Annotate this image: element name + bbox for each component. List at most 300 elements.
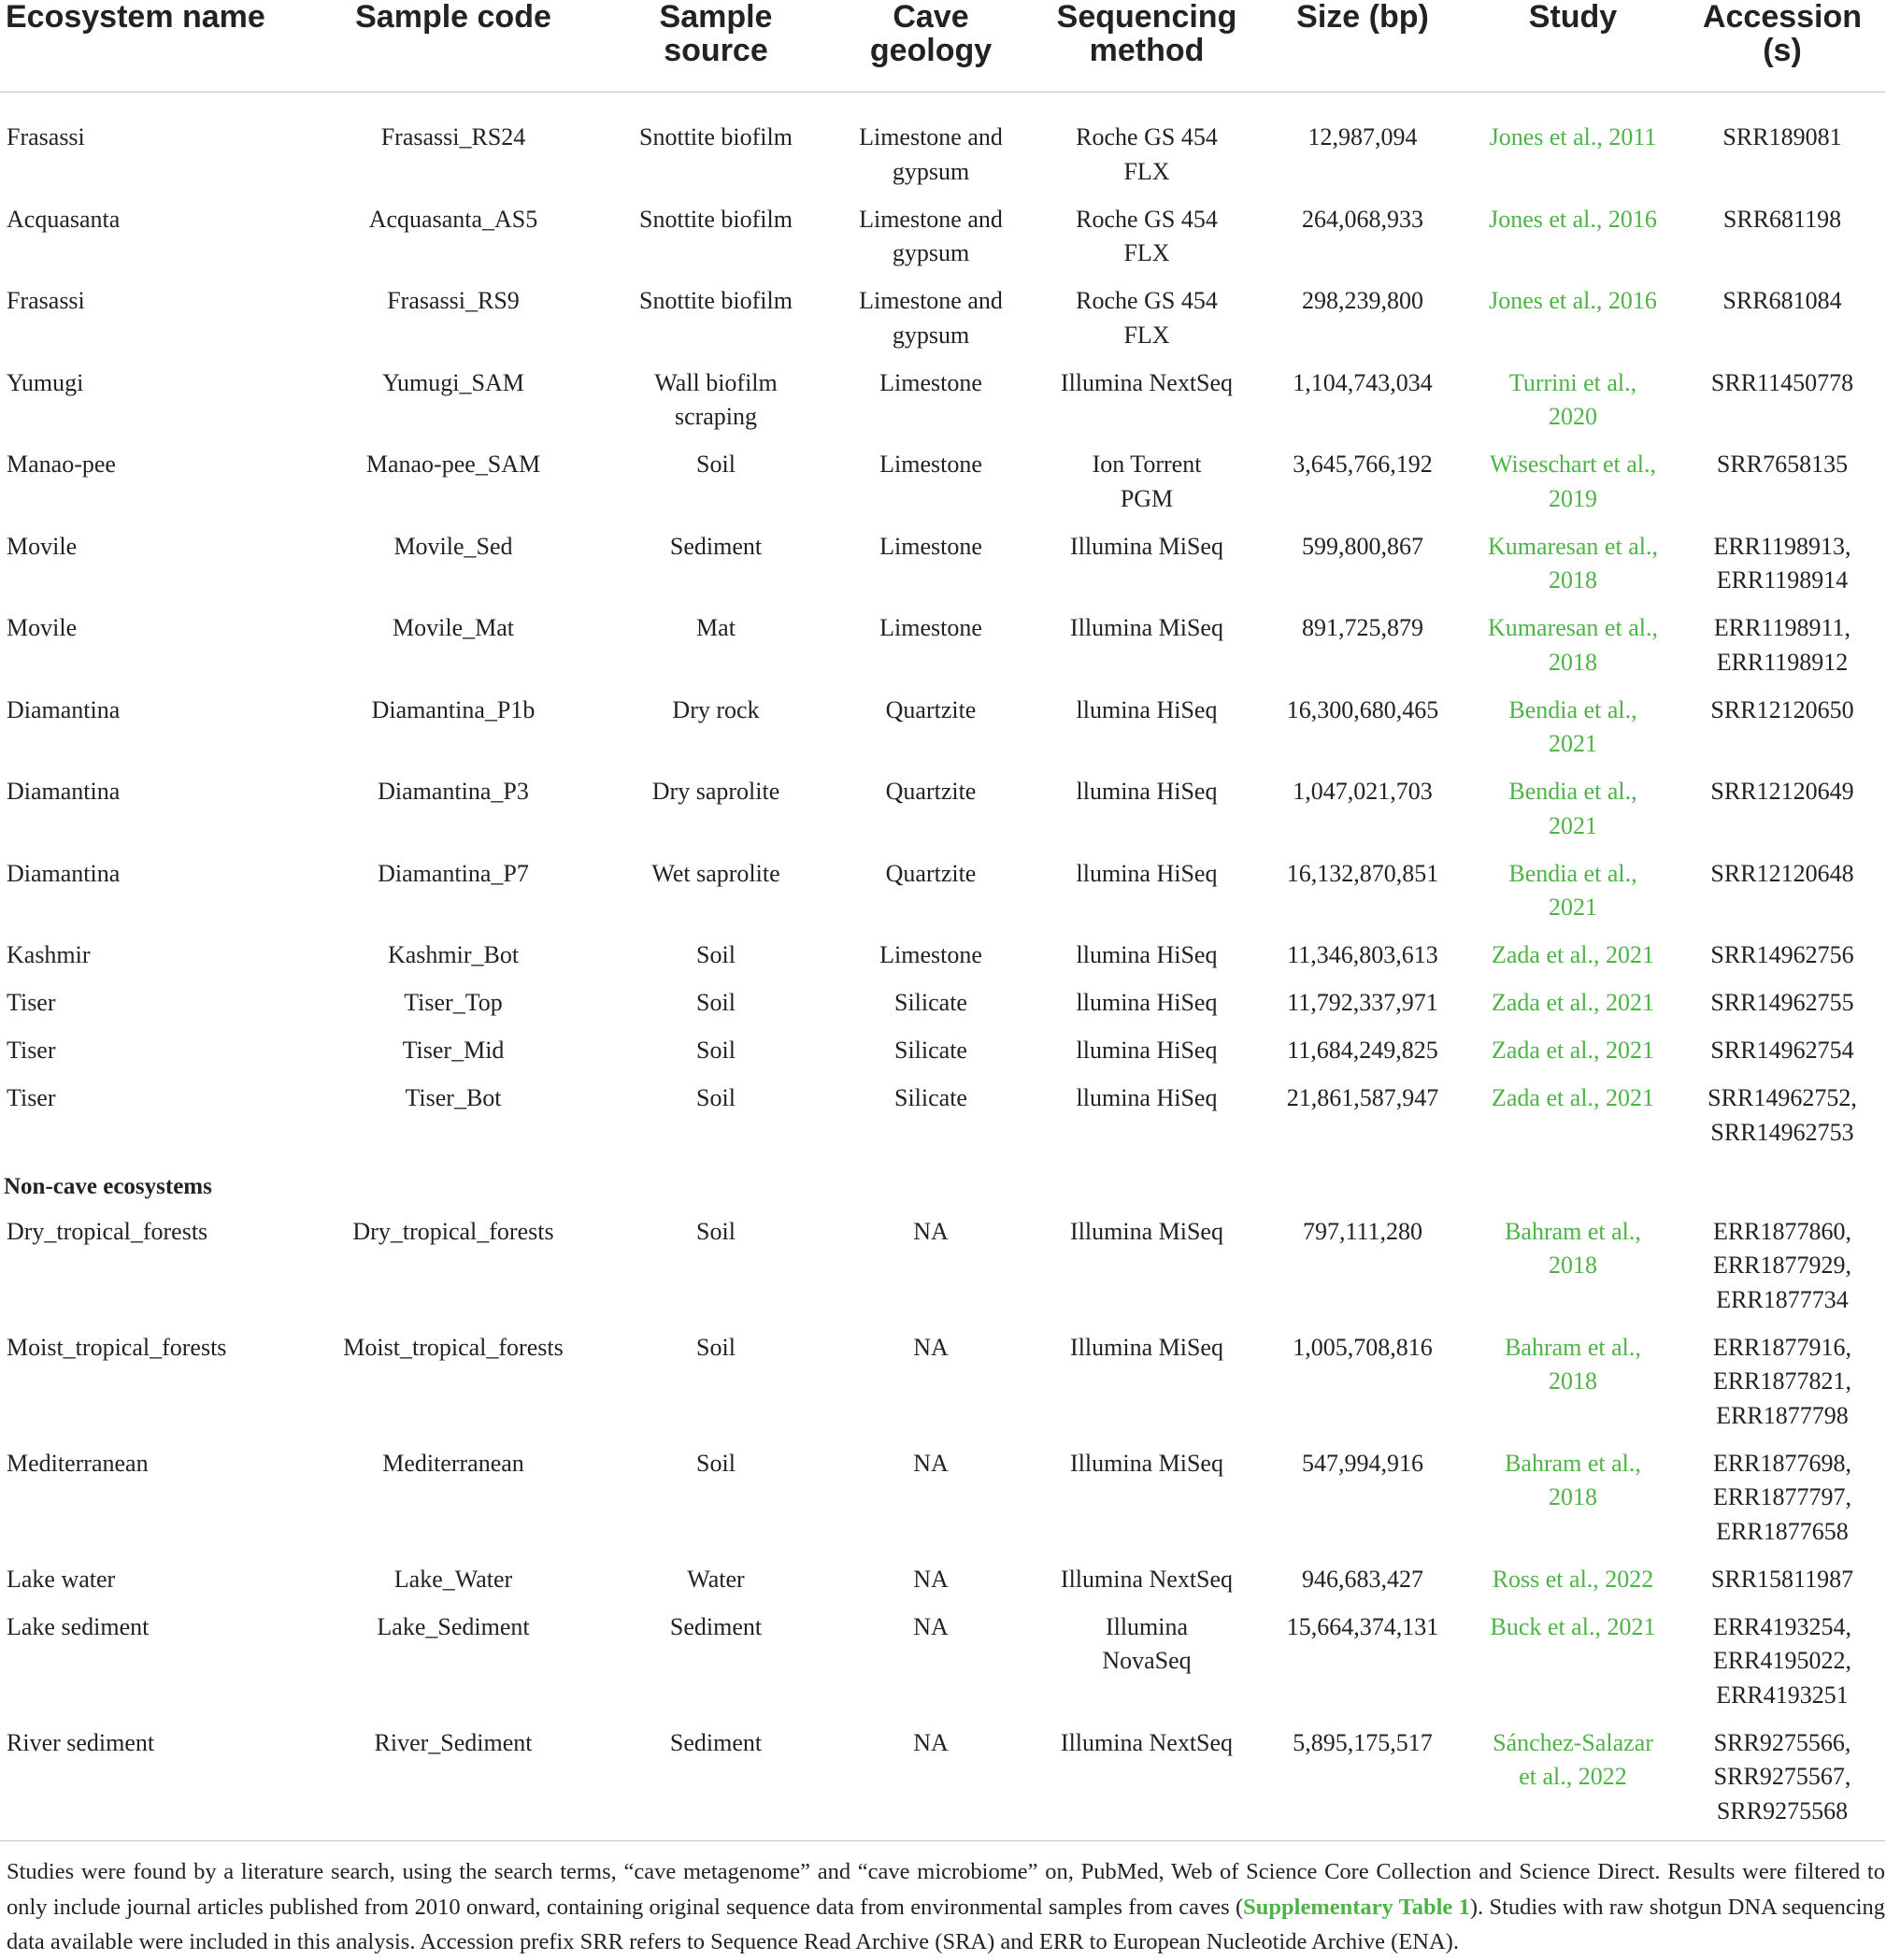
cell-line: Illumina MiSeq xyxy=(1070,614,1223,641)
cell-line: Jones et al., 2016 xyxy=(1489,205,1657,233)
cell-cave-geology xyxy=(826,1610,1036,1726)
cell-line: 1,047,021,703 xyxy=(1293,778,1433,805)
cell-line: et al., 2022 xyxy=(1519,1763,1627,1790)
cell-sample-code xyxy=(301,284,606,366)
cell-size-bp xyxy=(1258,1563,1467,1610)
cell-line: Quartzite xyxy=(885,778,977,805)
cell-sequencing-method xyxy=(1036,366,1258,449)
cell-line: ERR1198912 xyxy=(1716,648,1849,676)
cell-line: Illumina NextSeq xyxy=(1060,1728,1234,1756)
cell-ecosystem-name xyxy=(0,986,301,1034)
cell-study[interactable] xyxy=(1467,1726,1679,1842)
cell-sequencing-method xyxy=(1036,530,1258,612)
cell-line: Wet saprolite xyxy=(651,859,780,887)
cell-line: SRR14962752, xyxy=(1707,1084,1857,1111)
cell-sample-source xyxy=(606,1034,826,1081)
cell-line: 946,683,427 xyxy=(1302,1565,1423,1593)
cell-line: scraping xyxy=(674,403,758,430)
cell-study[interactable] xyxy=(1467,775,1679,857)
cell-line: Illumina xyxy=(1105,1612,1189,1640)
cell-cave-geology xyxy=(826,203,1036,285)
cell-study[interactable] xyxy=(1467,1215,1679,1331)
section-row xyxy=(0,1164,1886,1215)
cell-line: ERR1877797, xyxy=(1712,1483,1852,1510)
cell-ecosystem-name xyxy=(0,530,301,612)
cell-accession xyxy=(1679,448,1886,530)
cell-ecosystem-name xyxy=(0,938,301,986)
cell-line: SRR14962754 xyxy=(1710,1037,1854,1064)
cell-sequencing-method xyxy=(1036,1563,1258,1610)
cell-line: Soil xyxy=(696,1037,736,1064)
cell-line: SRR14962753 xyxy=(1710,1118,1854,1146)
cell-line: Illumina MiSeq xyxy=(1070,1449,1223,1477)
cell-study[interactable] xyxy=(1467,986,1679,1034)
cell-sample-source xyxy=(606,1726,826,1842)
cell-line: 2018 xyxy=(1549,1252,1597,1279)
cell-size-bp xyxy=(1258,366,1467,449)
cell-sample-source xyxy=(606,1610,826,1726)
cell-sequencing-method xyxy=(1036,1726,1258,1842)
cell-accession xyxy=(1679,203,1886,285)
cell-line: Kashmir_Bot xyxy=(387,941,520,968)
cell-line: gypsum xyxy=(892,321,970,349)
cell-line: llumina HiSeq xyxy=(1076,859,1218,887)
cell-sample-source xyxy=(606,694,826,776)
cell-line: 2018 xyxy=(1549,648,1597,676)
cell-line: Kumaresan et al., xyxy=(1488,532,1658,560)
cell-sample-code xyxy=(301,1215,606,1331)
cell-cave-geology xyxy=(826,1331,1036,1447)
cell-line: 12,987,094 xyxy=(1307,123,1418,150)
table-row xyxy=(0,284,1886,366)
cell-line: Roche GS 454 xyxy=(1076,123,1218,150)
cell-accession xyxy=(1679,611,1886,694)
cell-accession xyxy=(1679,1215,1886,1331)
cell-line: ERR1198914 xyxy=(1716,566,1849,594)
cell-sample-code xyxy=(301,1331,606,1447)
cell-sample-code xyxy=(301,203,606,285)
header-study xyxy=(1467,0,1679,93)
cell-ecosystem-name xyxy=(0,121,301,203)
cell-line: SRR9275568 xyxy=(1716,1796,1849,1824)
cell-size-bp xyxy=(1258,775,1467,857)
cell-sample-source xyxy=(606,1331,826,1447)
cell-line: Bahram et al., xyxy=(1505,1449,1641,1477)
cell-sequencing-method xyxy=(1036,448,1258,530)
cell-line: 16,132,870,851 xyxy=(1286,859,1439,887)
cell-accession xyxy=(1679,938,1886,986)
cell-ecosystem-name xyxy=(0,1563,301,1610)
cell-ecosystem-name xyxy=(0,611,301,694)
cell-accession xyxy=(1679,1563,1886,1610)
cell-line: FLX xyxy=(1123,239,1170,266)
table-row xyxy=(0,203,1886,285)
cell-line: Soil xyxy=(696,1084,736,1111)
cell-line: llumina HiSeq xyxy=(1076,941,1218,968)
cell-sequencing-method xyxy=(1036,857,1258,939)
cell-line: 2021 xyxy=(1549,730,1597,757)
cell-line: Tiser xyxy=(7,1037,56,1064)
cell-sample-source xyxy=(606,203,826,285)
cell-cave-geology xyxy=(826,775,1036,857)
cell-sample-code xyxy=(301,1726,606,1842)
cell-line: Limestone and xyxy=(859,123,1003,150)
cell-line: Diamantina xyxy=(7,695,121,723)
cell-line: 2021 xyxy=(1549,811,1597,839)
cell-line: Acquasanta_AS5 xyxy=(368,205,538,233)
cell-size-bp xyxy=(1258,857,1467,939)
cell-line: NA xyxy=(913,1565,949,1593)
cell-line: Bendia et al., xyxy=(1508,778,1637,805)
cell-line: Limestone xyxy=(879,451,982,478)
cell-size-bp xyxy=(1258,694,1467,776)
cell-line: Dry saprolite xyxy=(651,778,780,805)
cell-line: Yumugi xyxy=(7,368,84,396)
cell-line: Snottite biofilm xyxy=(639,287,793,314)
cell-size-bp xyxy=(1258,986,1467,1034)
cell-line: Lake_Sediment xyxy=(377,1612,530,1640)
cell-line: llumina HiSeq xyxy=(1076,695,1218,723)
cell-cave-geology xyxy=(826,1034,1036,1081)
cell-accession xyxy=(1679,366,1886,449)
table-row xyxy=(0,1215,1886,1331)
cell-line: Illumina NextSeq xyxy=(1060,1565,1234,1593)
cell-line: Silicate xyxy=(894,989,967,1016)
cell-study[interactable] xyxy=(1467,1081,1679,1164)
cell-accession xyxy=(1679,121,1886,203)
cell-line: 264,068,933 xyxy=(1302,205,1423,233)
header-line: method xyxy=(1089,33,1205,68)
cell-sample-source xyxy=(606,530,826,612)
cell-line: PGM xyxy=(1120,484,1174,512)
cell-study[interactable] xyxy=(1467,366,1679,449)
cell-line: Illumina NextSeq xyxy=(1060,368,1234,396)
cell-line: SRR12120648 xyxy=(1710,859,1854,887)
cell-line: 2018 xyxy=(1549,1483,1597,1510)
cell-line: gypsum xyxy=(892,239,970,266)
cell-line: Diamantina_P7 xyxy=(378,859,529,887)
cell-line: SRR12120649 xyxy=(1710,778,1854,805)
cell-line: Diamantina_P1b xyxy=(371,695,536,723)
header-line: Accession xyxy=(1702,0,1863,35)
cell-sample-source xyxy=(606,366,826,449)
cell-cave-geology xyxy=(826,1726,1036,1842)
header-line: Size (bp) xyxy=(1296,0,1429,35)
cell-cave-geology xyxy=(826,1215,1036,1331)
cell-sample-source xyxy=(606,121,826,203)
cell-line: 21,861,587,947 xyxy=(1286,1084,1439,1111)
cell-line: SRR189081 xyxy=(1722,123,1842,150)
cell-sample-code xyxy=(301,857,606,939)
cell-accession xyxy=(1679,694,1886,776)
cell-line: Quartzite xyxy=(885,859,977,887)
cell-cave-geology xyxy=(826,448,1036,530)
cell-sample-source xyxy=(606,938,826,986)
cell-sequencing-method xyxy=(1036,986,1258,1034)
supplementary-table-link[interactable]: Supplementary Table 1 xyxy=(1243,1894,1470,1920)
cell-line: Soil xyxy=(696,1333,736,1361)
cell-sample-code xyxy=(301,1034,606,1081)
cell-line: 15,664,374,131 xyxy=(1286,1612,1439,1640)
cell-line: Jones et al., 2011 xyxy=(1489,123,1657,150)
cell-sample-code xyxy=(301,694,606,776)
cell-ecosystem-name xyxy=(0,1447,301,1563)
cell-line: ERR1877798 xyxy=(1716,1401,1849,1429)
cell-cave-geology xyxy=(826,857,1036,939)
cell-line: 3,645,766,192 xyxy=(1293,451,1433,478)
cell-study[interactable] xyxy=(1467,121,1679,203)
table-body xyxy=(0,93,1886,1842)
cell-line: Bahram et al., xyxy=(1505,1217,1641,1245)
cell-line: Frasassi xyxy=(7,123,85,150)
cell-line: Roche GS 454 xyxy=(1076,287,1218,314)
cell-line: Mat xyxy=(696,614,736,641)
cell-study[interactable] xyxy=(1467,694,1679,776)
cell-line: ERR4193251 xyxy=(1716,1681,1849,1709)
cell-sequencing-method xyxy=(1036,1610,1258,1726)
cell-line: Mediterranean xyxy=(382,1449,524,1477)
table-row xyxy=(0,1081,1886,1164)
cell-sample-code xyxy=(301,121,606,203)
cell-ecosystem-name xyxy=(0,366,301,449)
cell-sample-code xyxy=(301,366,606,449)
cell-line: 298,239,800 xyxy=(1302,287,1423,314)
table-row xyxy=(0,694,1886,776)
cell-line: Sediment xyxy=(669,1612,763,1640)
cell-cave-geology xyxy=(826,986,1036,1034)
cell-sequencing-method xyxy=(1036,1215,1258,1331)
cell-size-bp xyxy=(1258,611,1467,694)
cell-sample-source xyxy=(606,448,826,530)
cell-ecosystem-name xyxy=(0,203,301,285)
cell-line: Soil xyxy=(696,451,736,478)
cell-line: Wiseschart et al., xyxy=(1490,451,1656,478)
cell-size-bp xyxy=(1258,448,1467,530)
cell-line: Sediment xyxy=(669,532,763,560)
cell-line: Illumina MiSeq xyxy=(1070,1217,1223,1245)
cell-sequencing-method xyxy=(1036,611,1258,694)
cell-line: SRR681198 xyxy=(1722,205,1842,233)
table-row xyxy=(0,1610,1886,1726)
cell-line: FLX xyxy=(1123,157,1170,185)
cell-line: SRR14962755 xyxy=(1710,989,1854,1016)
cell-ecosystem-name xyxy=(0,694,301,776)
cell-accession xyxy=(1679,775,1886,857)
cell-line: Kumaresan et al., xyxy=(1488,614,1658,641)
cell-accession xyxy=(1679,1331,1886,1447)
cell-line: NovaSeq xyxy=(1102,1647,1192,1674)
cell-line: River sediment xyxy=(7,1728,155,1756)
cell-cave-geology xyxy=(826,1447,1036,1563)
cell-study[interactable] xyxy=(1467,1447,1679,1563)
header-accession xyxy=(1679,0,1886,93)
cell-study[interactable] xyxy=(1467,857,1679,939)
cell-line: Ion Torrent xyxy=(1092,451,1202,478)
cell-study[interactable] xyxy=(1467,203,1679,285)
cell-cave-geology xyxy=(826,284,1036,366)
cell-size-bp xyxy=(1258,284,1467,366)
cell-line: Moist_tropical_forests xyxy=(7,1333,227,1361)
cell-line: SRR15811987 xyxy=(1710,1565,1854,1593)
cell-line: Manao-pee_SAM xyxy=(365,451,541,478)
cell-cave-geology xyxy=(826,530,1036,612)
cell-line: ERR4193254, xyxy=(1712,1612,1852,1640)
cell-cave-geology xyxy=(826,938,1036,986)
cell-line: River_Sediment xyxy=(374,1728,533,1756)
cell-line: Tiser_Top xyxy=(404,989,503,1016)
cell-size-bp xyxy=(1258,203,1467,285)
cell-study[interactable] xyxy=(1467,448,1679,530)
cell-size-bp xyxy=(1258,1034,1467,1081)
cell-line: llumina HiSeq xyxy=(1076,1037,1218,1064)
cell-sample-code xyxy=(301,1081,606,1164)
footnote-text-end: ). Studies with raw shotgun DNA sequencing data available were included in this analysis. Accession prefix SRR refers to Sequence Read Archive (SRA) and ERR to European Nucleotide Archive (ENA). xyxy=(7,1894,1886,1954)
cell-line: ERR1877698, xyxy=(1712,1449,1852,1477)
header-line: Ecosystem name xyxy=(6,0,265,35)
cell-size-bp xyxy=(1258,1081,1467,1164)
cell-line: Soil xyxy=(696,989,736,1016)
cell-line: ERR1877860, xyxy=(1712,1217,1852,1245)
cell-line: 2019 xyxy=(1549,484,1597,512)
table-header xyxy=(0,0,1886,93)
cell-line: gypsum xyxy=(892,157,970,185)
header-cave-geology xyxy=(826,0,1036,93)
cell-sample-source xyxy=(606,1563,826,1610)
cell-line: 2021 xyxy=(1549,894,1597,921)
cell-line: Lake_Water xyxy=(393,1565,513,1593)
header-line: Sample xyxy=(659,0,773,35)
cell-line: Quartzite xyxy=(885,695,977,723)
cell-line: Dry_tropical_forests xyxy=(352,1217,554,1245)
cell-ecosystem-name xyxy=(0,1726,301,1842)
cell-ecosystem-name xyxy=(0,1034,301,1081)
cell-line: Limestone xyxy=(879,941,982,968)
cell-line: Kashmir xyxy=(7,941,91,968)
cell-study[interactable] xyxy=(1467,284,1679,366)
cell-study[interactable] xyxy=(1467,1563,1679,1610)
table-row xyxy=(0,1563,1886,1610)
cell-size-bp xyxy=(1258,530,1467,612)
cell-line: Roche GS 454 xyxy=(1076,205,1218,233)
cell-line: ERR1877734 xyxy=(1716,1285,1849,1313)
cell-line: 11,346,803,613 xyxy=(1287,941,1438,968)
cell-size-bp xyxy=(1258,1610,1467,1726)
cell-line: SRR681084 xyxy=(1722,287,1842,314)
cell-line: Bendia et al., xyxy=(1508,859,1637,887)
cell-accession xyxy=(1679,284,1886,366)
cell-size-bp xyxy=(1258,1331,1467,1447)
cell-line: Diamantina xyxy=(7,778,121,805)
cell-study[interactable] xyxy=(1467,1331,1679,1447)
cell-line: Sediment xyxy=(669,1728,763,1756)
cell-cave-geology xyxy=(826,1563,1036,1610)
cell-line: 11,684,249,825 xyxy=(1287,1037,1438,1064)
cell-line: Jones et al., 2016 xyxy=(1489,287,1657,314)
cell-line: SRR11450778 xyxy=(1710,368,1854,396)
cell-accession xyxy=(1679,530,1886,612)
cell-line: Zada et al., 2021 xyxy=(1492,989,1654,1016)
cell-ecosystem-name xyxy=(0,448,301,530)
cell-study[interactable] xyxy=(1467,611,1679,694)
cell-cave-geology xyxy=(826,366,1036,449)
cell-line: 1,005,708,816 xyxy=(1293,1333,1433,1361)
header-sample-code xyxy=(301,0,606,93)
cell-study[interactable] xyxy=(1467,1034,1679,1081)
cell-sequencing-method xyxy=(1036,1034,1258,1081)
cell-ecosystem-name xyxy=(0,1610,301,1726)
cell-line: ERR1877916, xyxy=(1712,1333,1852,1361)
cell-line: Sánchez-Salazar xyxy=(1493,1728,1653,1756)
table-row xyxy=(0,121,1886,203)
table-row xyxy=(0,611,1886,694)
cell-line: Silicate xyxy=(894,1037,967,1064)
cell-sequencing-method xyxy=(1036,1081,1258,1164)
table-footnote xyxy=(0,1840,1885,1960)
cell-line: Ross et al., 2022 xyxy=(1492,1565,1654,1593)
footnote-text-start: Studies were found by a literature search, using the search terms, “cave metagenome” and “cave microbiome” on, PubMed, Web of Science Core Collection and Science Direct. Results were filtered to only include journal articles published from 2010 onward, containing original sequence data from environmental samples from caves ( xyxy=(7,1859,1885,1920)
table-row xyxy=(0,448,1886,530)
cell-sequencing-method xyxy=(1036,1447,1258,1563)
cell-ecosystem-name xyxy=(0,284,301,366)
cell-line: Snottite biofilm xyxy=(639,123,793,150)
table-row xyxy=(0,366,1886,449)
cell-line: 2018 xyxy=(1549,1367,1597,1395)
cell-sample-source xyxy=(606,1215,826,1331)
cell-line: Yumugi_SAM xyxy=(382,368,524,396)
cell-sample-code xyxy=(301,448,606,530)
table-row xyxy=(0,1447,1886,1563)
table-row xyxy=(0,530,1886,612)
cell-line: 16,300,680,465 xyxy=(1286,695,1439,723)
cell-line: FLX xyxy=(1123,321,1170,349)
cell-sample-code xyxy=(301,775,606,857)
cell-line: Soil xyxy=(696,941,736,968)
table-row xyxy=(0,857,1886,939)
cell-line: Diamantina xyxy=(7,859,121,887)
cell-line: Illumina MiSeq xyxy=(1070,1333,1223,1361)
cell-study[interactable] xyxy=(1467,530,1679,612)
cell-sequencing-method xyxy=(1036,284,1258,366)
cell-line: SRR12120650 xyxy=(1710,695,1854,723)
header-line: source xyxy=(664,33,768,68)
cell-line: NA xyxy=(913,1333,949,1361)
header-row xyxy=(0,0,1886,93)
cell-line: Soil xyxy=(696,1449,736,1477)
cell-cave-geology xyxy=(826,121,1036,203)
header-line: geology xyxy=(869,33,993,68)
cell-sample-code xyxy=(301,1610,606,1726)
cell-study[interactable] xyxy=(1467,938,1679,986)
cell-ecosystem-name xyxy=(0,1081,301,1164)
cell-sample-code xyxy=(301,938,606,986)
table-row xyxy=(0,1034,1886,1081)
cell-sample-code xyxy=(301,1447,606,1563)
cell-ecosystem-name xyxy=(0,1215,301,1331)
cell-accession xyxy=(1679,1447,1886,1563)
cell-sample-source xyxy=(606,857,826,939)
cell-accession xyxy=(1679,1034,1886,1081)
cell-study[interactable] xyxy=(1467,1610,1679,1726)
cell-line: 5,895,175,517 xyxy=(1293,1728,1433,1756)
cell-line: NA xyxy=(913,1728,949,1756)
cell-line: 11,792,337,971 xyxy=(1287,989,1438,1016)
cell-ecosystem-name xyxy=(0,1331,301,1447)
cell-line: SRR7658135 xyxy=(1716,451,1849,478)
cell-line: 2020 xyxy=(1549,403,1597,430)
cell-line: Tiser_Mid xyxy=(402,1037,505,1064)
cell-sample-source xyxy=(606,611,826,694)
cell-line: Buck et al., 2021 xyxy=(1490,1612,1656,1640)
